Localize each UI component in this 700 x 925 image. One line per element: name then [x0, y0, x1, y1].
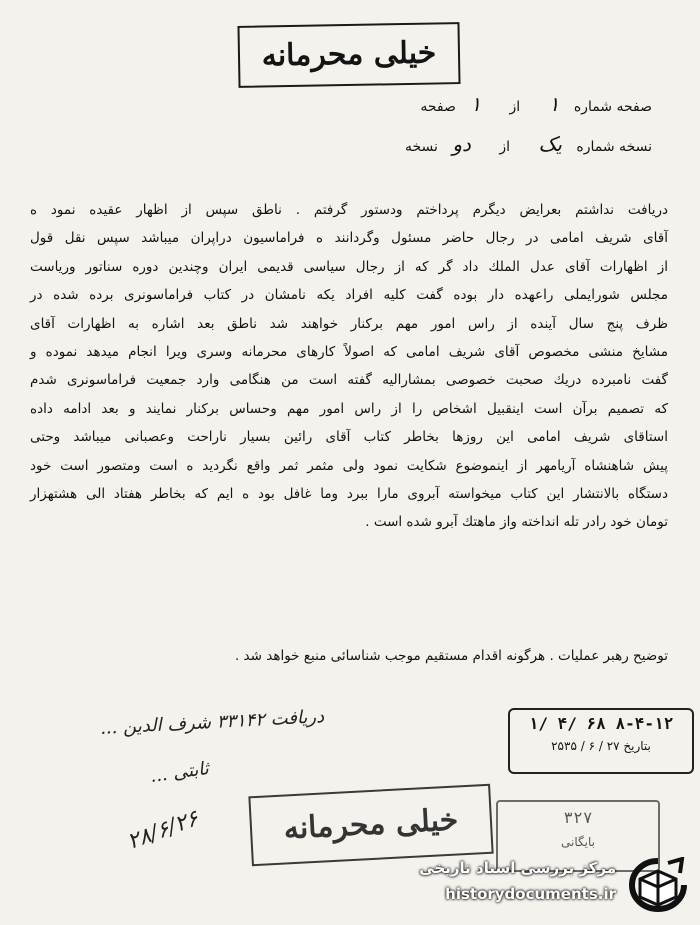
handwritten-signature: ثابتی ... — [148, 758, 211, 787]
registry-number: ۸-۴-۱۲ ۶۸ /۴ /۱ — [528, 714, 674, 733]
copy-of-label: از — [499, 139, 511, 155]
body-line: مجلس شورایملی راعهده دار بوده گفت کلیه افراد یکه نامشان در کتاب فراماسونری برده شده در — [30, 287, 668, 304]
body-line: دستگاه بالانتشار این کتاب میخواسته آبروی مارا ببرد وما غافل بود ه ایم که بخاطر هفتاد الی هشتهزار — [30, 486, 668, 503]
body-line-last: تومان خود رادر تله انداخته واز ماهتك آبرو شده است . — [365, 514, 668, 531]
body-line: آقای شریف امامی در رجال حاضر مسئول وگردانند ه فراماسیون دراپران میباشد سپس نقل قول — [30, 230, 668, 247]
body-line: پیش شاهنشاه آریامهر از اینموضوع شکایت نمود ولی مثمر ثمر واقع نگردید ه است ومتصور است خود — [30, 457, 668, 474]
archive-label: بایگانی — [561, 835, 595, 849]
archive-number: ۳۲۷ — [563, 808, 593, 827]
watermark-persian: مرکز بررسی اسناد تاریخی — [419, 859, 616, 877]
copy-number-value: یک — [538, 132, 562, 156]
archive-logo-icon — [628, 857, 688, 913]
body-line: که تصمیم برآن است اینقبیل اشخاص را از راس امور مهم وحساس برکنار نمایند و بعد ادامه داده — [30, 400, 668, 417]
registry-date: بتاریخ ۲۷ / ۶ / ۲۵۳۵ — [551, 739, 651, 753]
body-line: ظرف پنج سال آینده از راس امور مهم برکنار خواهند شد ناطق بعد اشاره به اظهارات آقای — [30, 315, 668, 332]
watermark-url: historydocuments.ir — [445, 885, 616, 903]
copy-suffix-label: نسخه — [404, 139, 438, 155]
handwritten-receipt-note: دریافت ۳۳۱۴۲ شرف الدین ... — [99, 706, 325, 739]
body-line: از اظهارات آقای عدل الملك داد گر که از رجال سیاسی قدیمی ایران وچندین دوره سناتور وریاست — [30, 258, 668, 275]
copy-number-line — [405, 132, 652, 156]
copy-number-label: نسخه شماره — [576, 139, 652, 155]
body-line: دریافت نداشتم بعرایض دیگرم پرداختم ودستور گرفتم . ناطق سپس از اظهار عقیده نمود ه — [30, 202, 668, 218]
body-line: استاقای شریف امامی این روزها بخاطر کتاب آقای رائین بسیار ناراحت وعصبانی میباشد وحتی — [30, 429, 668, 446]
document-body — [30, 196, 668, 537]
page-of-label: از — [509, 99, 521, 115]
operations-note: توضیح رهبر عملیات . هرگونه اقدام مستقیم موجب شناسائی منبع خواهد شد . — [234, 648, 668, 664]
classification-stamp-top: خیلی محرمانه — [237, 22, 460, 88]
page-number-label: صفحه شماره — [573, 99, 652, 115]
body-line: مشایخ منشی مخصوص آقای شریف امامی که اصولاً کارهای محرمانه وسری ویرا انجام میدهد نموده و — [30, 344, 668, 361]
page-number-line — [420, 92, 652, 116]
page-number-value: ۱ — [548, 92, 560, 116]
page-total-value: ۱ — [470, 92, 482, 116]
body-line: گفت نامبرده دریك صحبت خصوصی بمشارالیه گفته است من هنگامی وارد جمعیت فراماسونری شدم — [30, 372, 668, 389]
page-suffix-label: صفحه — [420, 99, 456, 115]
classification-stamp-bottom: خیلی محرمانه — [248, 784, 493, 867]
handwritten-date: ۲۸/۶/۲۶ — [123, 806, 202, 855]
watermark — [398, 855, 688, 915]
registry-stamp — [508, 708, 694, 774]
copy-total-value: دو — [452, 132, 471, 156]
